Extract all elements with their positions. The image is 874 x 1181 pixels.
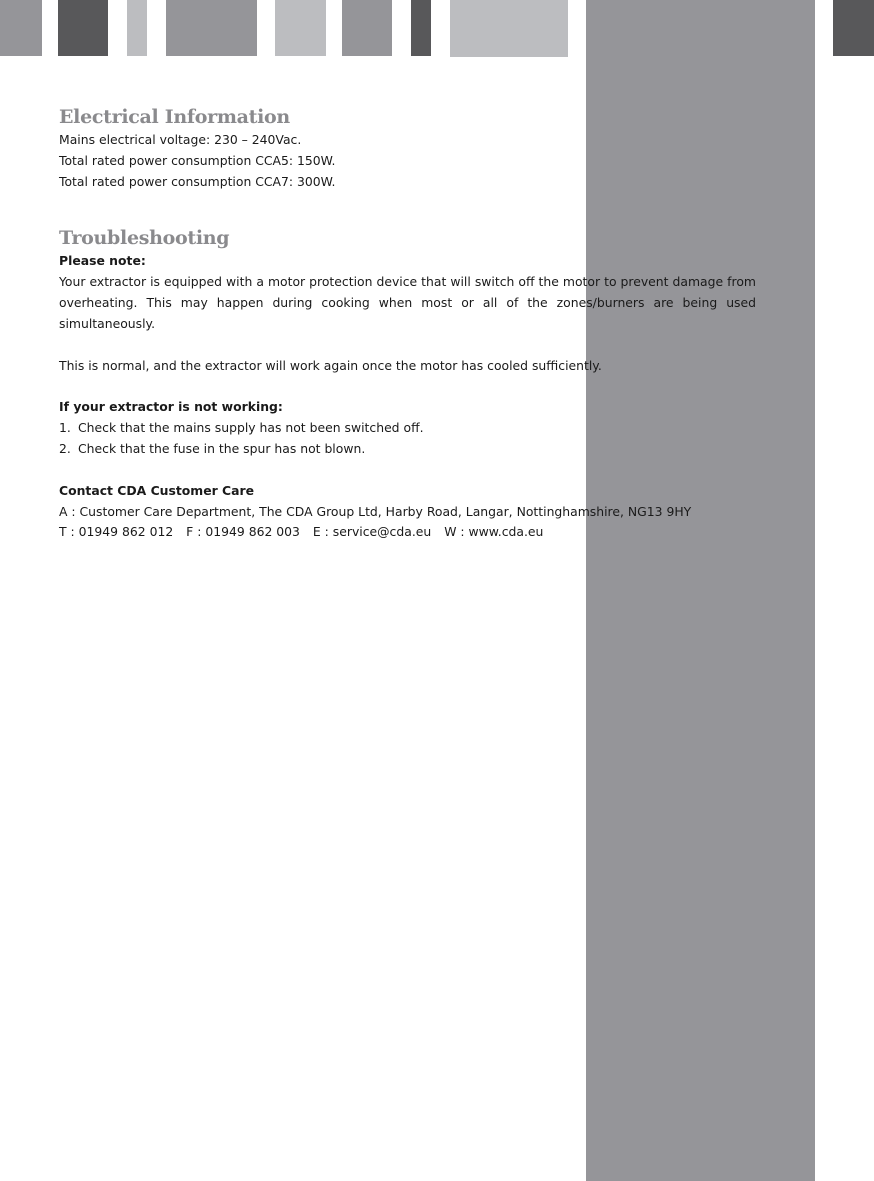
electrical-information-section (59, 104, 756, 192)
electrical-information-heading: Electrical Information (59, 106, 290, 128)
header-block (275, 0, 326, 56)
contact-website[interactable]: W : www.cda.eu (444, 524, 544, 540)
contact-email[interactable]: E : service@cda.eu (312, 524, 432, 540)
please-note-label: Please note: (59, 253, 146, 269)
contact-heading: Contact CDA Customer Care (59, 482, 255, 498)
contact-telephone: T : 01949 862 012 (59, 524, 174, 540)
contact-section (59, 481, 756, 543)
header-block (833, 0, 874, 56)
list-item (59, 418, 756, 439)
header-block (0, 0, 42, 56)
header-block (127, 0, 147, 56)
not-working-label: If your extractor is not working: (59, 399, 283, 415)
power-cca7-line: Total rated power consumption CCA7: 300W. (59, 173, 336, 189)
note-paragraph: Your extractor is equipped with a motor protection device that will switch off the motor to prevent damage from overheating. This may happen during cooking when most or all of the zones/burners are being used simultaneously. (59, 274, 756, 331)
troubleshooting-section (59, 225, 756, 459)
header-block (411, 0, 431, 56)
normal-paragraph: This is normal, and the extractor will work again once the motor has cooled sufficiently. (59, 357, 602, 373)
step-text: Check that the mains supply has not been switched off. (78, 420, 424, 436)
step-text: Check that the fuse in the spur has not blown. (78, 440, 366, 456)
page-content (59, 104, 756, 543)
list-item (59, 439, 756, 460)
step-number: 1. (59, 420, 71, 436)
header-block (58, 0, 108, 56)
header-block (450, 0, 568, 57)
power-cca5-line: Total rated power consumption CCA5: 150W. (59, 152, 336, 168)
troubleshooting-steps (59, 418, 756, 460)
contact-address: A : Customer Care Department, The CDA Group Ltd, Harby Road, Langar, Nottinghamshire, NG13 9HY (59, 503, 692, 519)
contact-details-line (59, 522, 756, 543)
header-block (342, 0, 392, 56)
troubleshooting-heading: Troubleshooting (59, 227, 230, 250)
header-block (166, 0, 257, 56)
voltage-line: Mains electrical voltage: 230 – 240Vac. (59, 132, 302, 147)
contact-fax: F : 01949 862 003 (186, 524, 300, 540)
step-number: 2. (59, 440, 71, 456)
